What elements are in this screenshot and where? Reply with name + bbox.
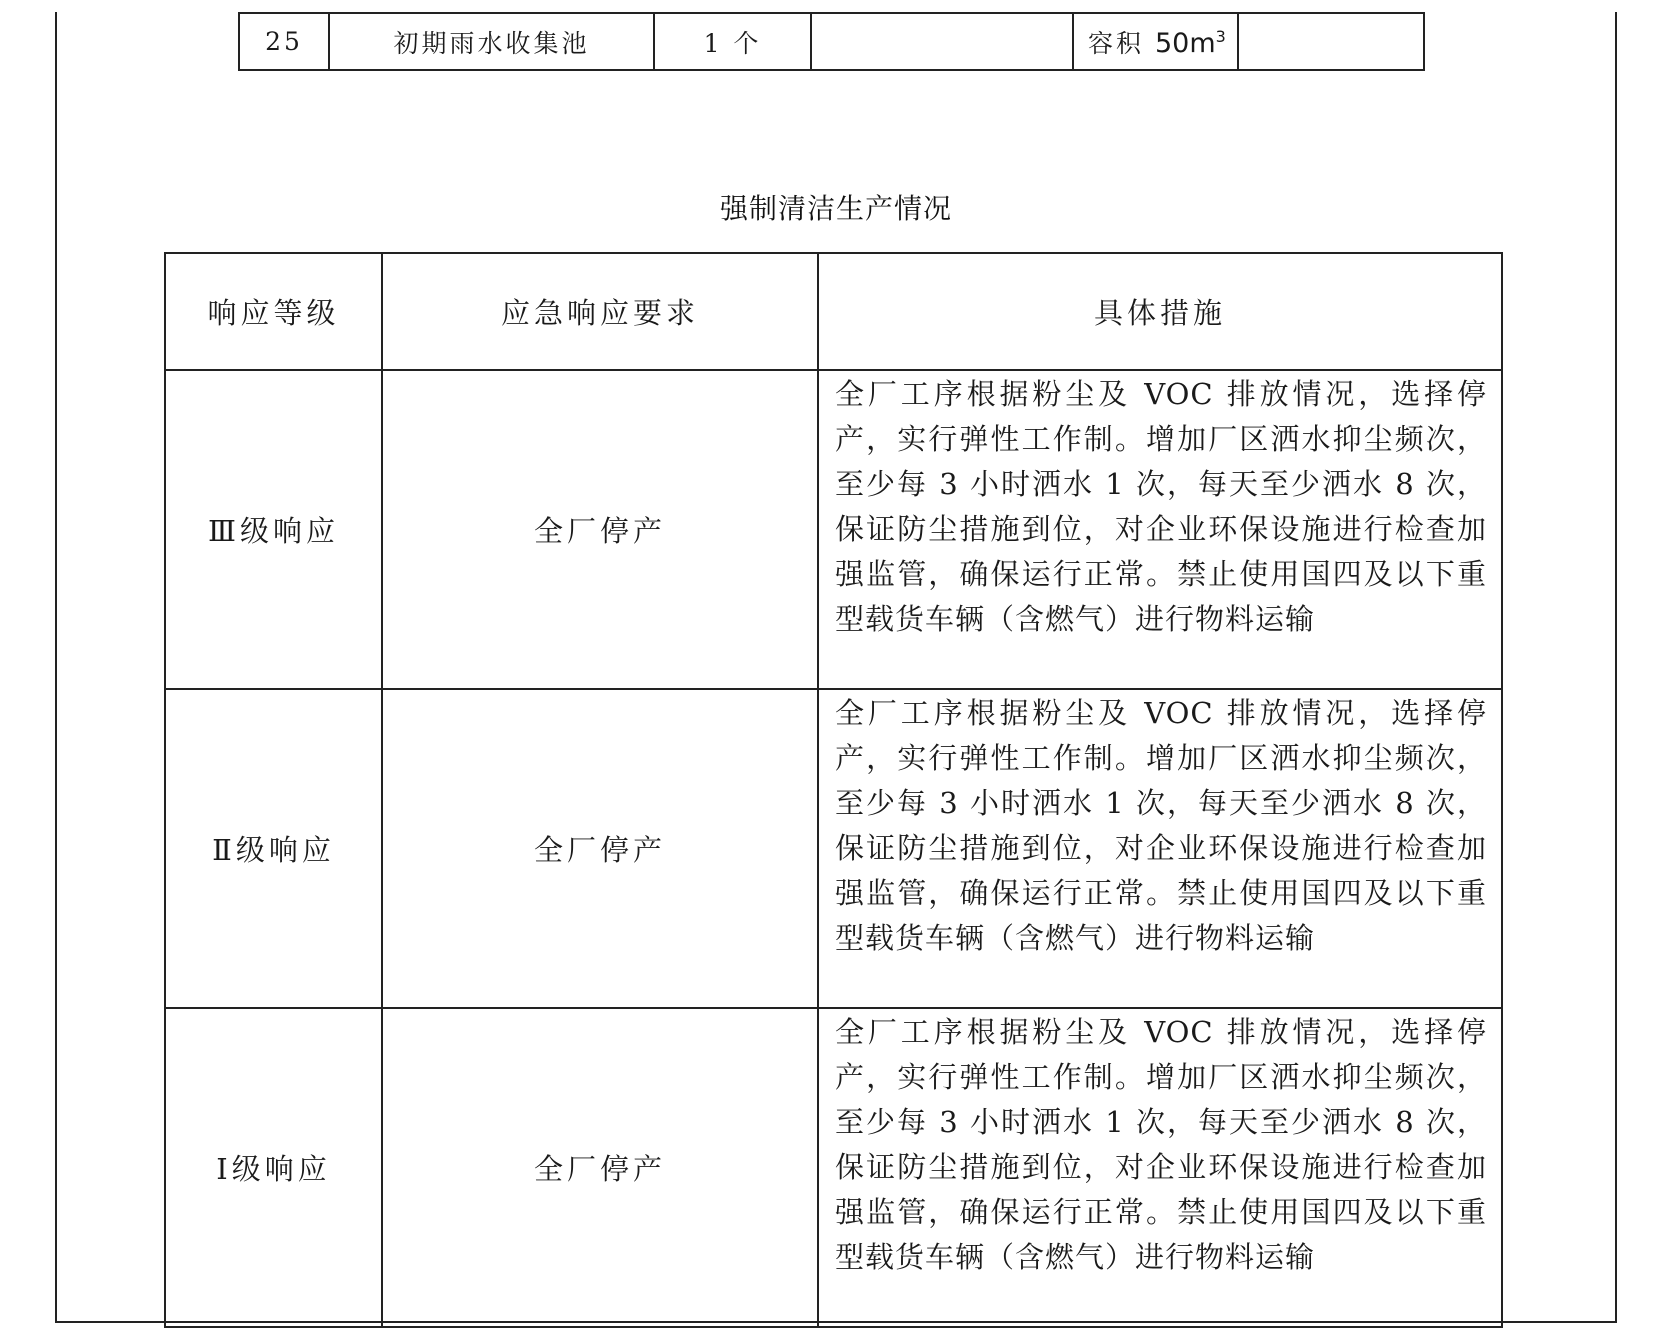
- response-requirement: 全厂停产: [382, 689, 818, 1008]
- table-row: [239, 13, 1424, 70]
- volume-value: [1155, 28, 1226, 59]
- response-requirement: 全厂停产: [382, 370, 818, 689]
- facility-name: 初期雨水收集池: [329, 13, 654, 70]
- header-requirement: 应急响应要求: [382, 253, 818, 370]
- volume-number: 50m: [1154, 27, 1216, 59]
- volume-label: 容积: [1088, 28, 1145, 58]
- table-row: [165, 1008, 1502, 1327]
- header-measure: 具体措施: [818, 253, 1502, 370]
- empty-cell: [1238, 13, 1424, 70]
- header-level: 响应等级: [165, 253, 382, 370]
- section-title: 强制清洁生产情况: [719, 192, 952, 225]
- volume-exponent: 3: [1215, 26, 1226, 46]
- response-measure: 全厂工序根据粉尘及 VOC 排放情况，选择停产，实行弹性工作制。增加厂区洒水抑尘频次，至少每 3 小时洒水 1 次，每天至少洒水 8 次，保证防尘措施到位，对企业环保设施进行检查加强监管，确保运行正常。禁止使用国四及以下重型载货车辆（含燃气）进行物料运输: [818, 370, 1502, 689]
- table-row: [165, 370, 1502, 689]
- table-row: [165, 689, 1502, 1008]
- header-row: [165, 253, 1502, 370]
- response-level: Ⅱ级响应: [165, 689, 382, 1008]
- facility-table: [238, 12, 1425, 71]
- facility-quantity: 1 个: [654, 13, 811, 70]
- clean-production-table: [164, 252, 1503, 1328]
- response-measure: 全厂工序根据粉尘及 VOC 排放情况，选择停产，实行弹性工作制。增加厂区洒水抑尘频次，至少每 3 小时洒水 1 次，每天至少洒水 8 次，保证防尘措施到位，对企业环保设施进行检查加强监管，确保运行正常。禁止使用国四及以下重型载货车辆（含燃气）进行物料运输: [818, 689, 1502, 1008]
- response-requirement: 全厂停产: [382, 1008, 818, 1327]
- row-index: 25: [239, 13, 329, 70]
- response-level: Ⅲ级响应: [165, 370, 382, 689]
- response-measure: 全厂工序根据粉尘及 VOC 排放情况，选择停产，实行弹性工作制。增加厂区洒水抑尘频次，至少每 3 小时洒水 1 次，每天至少洒水 8 次，保证防尘措施到位，对企业环保设施进行检查加强监管，确保运行正常。禁止使用国四及以下重型载货车辆（含燃气）进行物料运输: [818, 1008, 1502, 1327]
- facility-volume: [1073, 13, 1238, 70]
- response-level: Ⅰ级响应: [165, 1008, 382, 1327]
- empty-cell: [811, 13, 1073, 70]
